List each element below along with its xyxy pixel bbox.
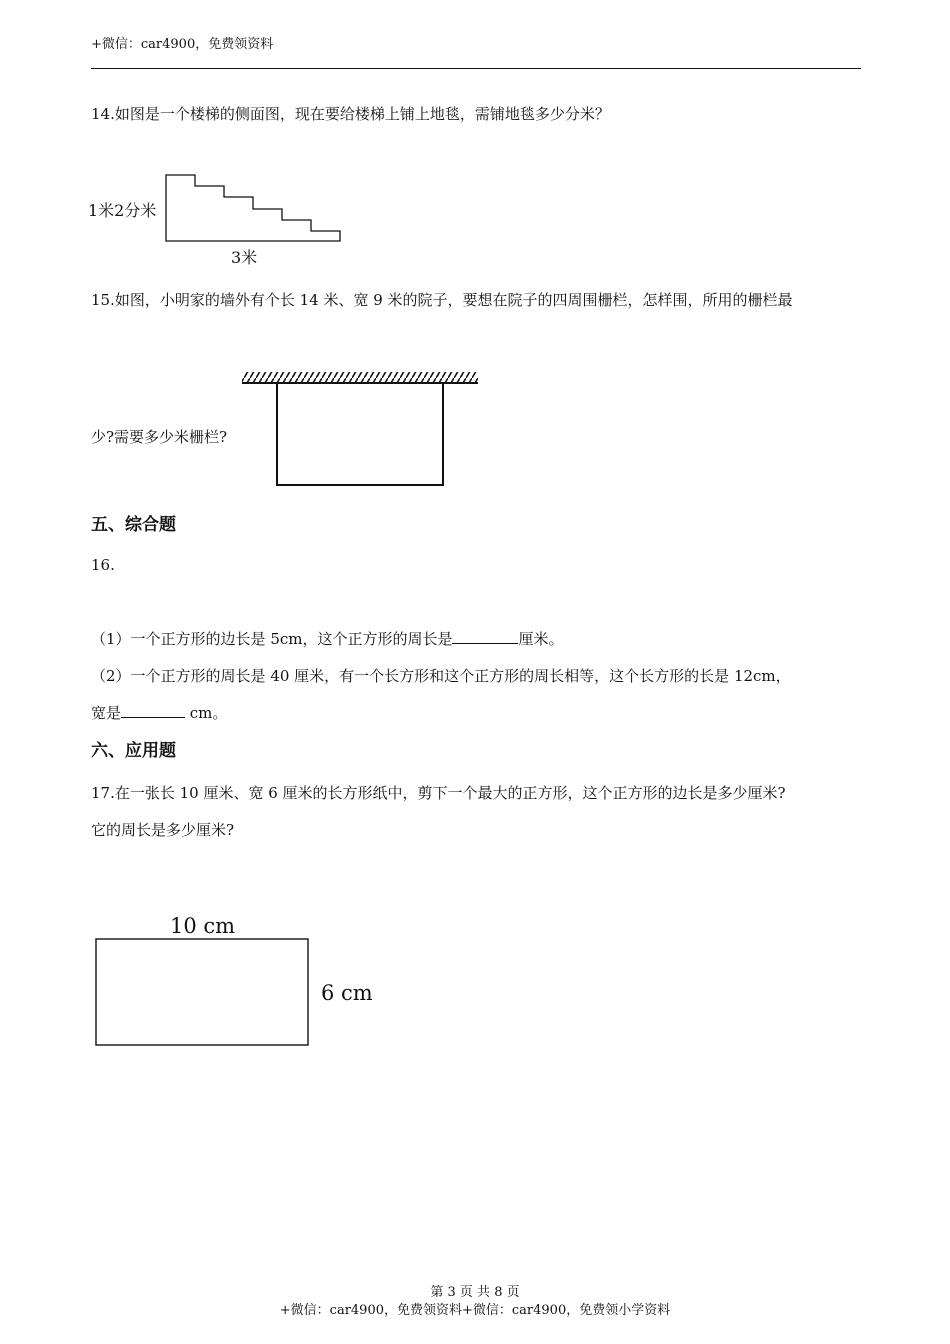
question-15-line2: 少?需要多少米栅栏? [91, 428, 228, 446]
question-16-part1-unit: 厘米。 [518, 630, 564, 648]
question-16-part2-text: 宽是 [91, 704, 122, 722]
staircase-figure [85, 165, 350, 270]
question-16-part2-line1: （2）一个正方形的周长是 40 厘米，有一个长方形和这个正方形的周长相等，这个长方形的长是 12cm， [91, 667, 791, 685]
staircase-height-label: 1米2分米 [88, 201, 157, 220]
staircase-width-label: 3米 [231, 248, 258, 267]
answer-blank-2[interactable] [121, 703, 185, 718]
rectangle-width-label: 6 cm [321, 981, 373, 1005]
page-number: 第 3 页 共 8 页 [430, 1285, 520, 1300]
question-16-part2-unit: cm。 [185, 704, 228, 722]
section-6-heading: 六、应用题 [91, 741, 176, 761]
question-16-part1-text: （1）一个正方形的边长是 5cm，这个正方形的周长是 [91, 630, 453, 648]
question-14-text: 14.如图是一个楼梯的侧面图，现在要给楼梯上铺上地毯，需铺地毯多少分米？ [91, 105, 610, 123]
rectangle-length-label: 10 cm [170, 914, 236, 938]
wall-hatching [242, 372, 478, 382]
answer-blank-1[interactable] [452, 629, 518, 644]
question-17-line2: 它的周长是多少厘米? [91, 821, 235, 839]
paper-rectangle [96, 939, 308, 1045]
header-divider [91, 68, 861, 69]
question-15-line1: 15.如图，小明家的墙外有个长 14 米、宽 9 米的院子，要想在院子的四周围栅栏，怎样围，所用的栅栏最 [91, 291, 793, 309]
paper-rectangle-figure [90, 910, 390, 1052]
section-5-heading: 五、综合题 [91, 515, 176, 535]
question-17-line1: 17.在一张长 10 厘米、宽 6 厘米的长方形纸中，剪下一个最大的正方形，这个正方形的边长是多少厘米? [91, 784, 786, 802]
staircase-outline [166, 175, 340, 241]
question-16-number: 16. [91, 556, 115, 574]
yard-figure [238, 368, 483, 490]
header-text: +微信：car4900，免费领资料 [91, 37, 274, 52]
question-16-part2-line2 [91, 702, 227, 723]
question-16-part1 [91, 628, 564, 649]
footer-watermark: +微信：car4900，免费领资料+微信：car4900，免费领小学资料 [279, 1303, 671, 1318]
yard-rectangle [277, 383, 443, 485]
